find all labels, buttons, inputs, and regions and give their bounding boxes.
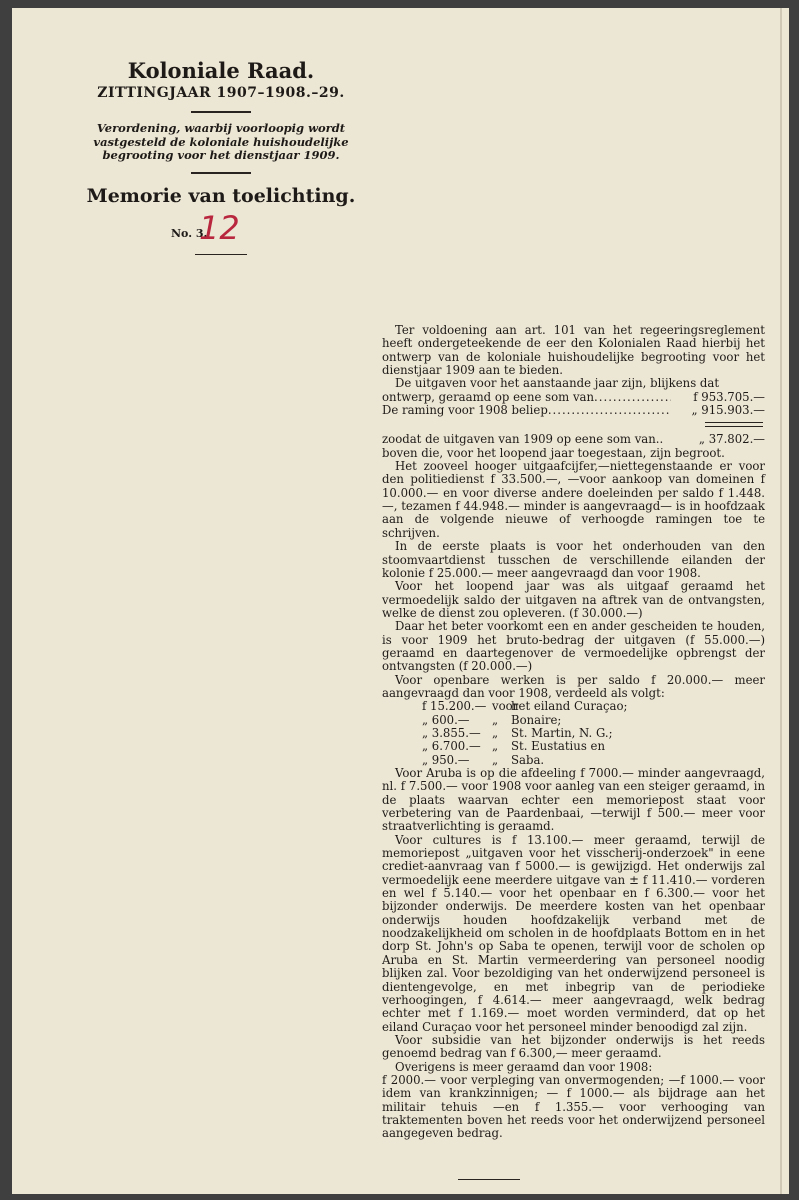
paragraph: Voor cultures is f 13.100.— meer geraamd, terwijl de memoriepost „uitgaven voor het visscherij-onderzoek" in eene crediet-aanvraag van f 5000.— is gewijzigd. Het onderwijs zal vermoedelijk eene meerdere uitgave van ± f 11.410.— vorderen en wel f 5.140.— voor het openbaar en f 6.300.— voor het bijzonder onderwijs. De meerdere kosten van het openbaar onderwijs houden hoofdzakelijk verband met de noodzakelijkheid om scholen in de hoofdplaats Bottom en in het dorp St. John's op Saba te openen, terwijl voor de scholen op Aruba en St. Martin vermeerdering van personeel noodig blijken zal. Voor bezoldiging van het onderwijzend personeel is dientengevolge, en met inbegrip van de periodieke verhoogingen, f 4.614.— meer aangevraagd, welk bedrag echter met f 1.169.— moet worden verminderd, dat op het eiland Curaçao voor het personeel minder benoodigd zal zijn. [382,832,765,1034]
amount-line: De raming voor 1908 beliep ..... „ 915.903.— [382,404,765,417]
page-fold [780,8,782,1194]
handwritten-number: 12 [199,208,240,247]
body-text [382,324,765,1141]
footer-rule [458,1179,520,1180]
paragraph: De uitgaven voor het aanstaande jaar zijn, blijkens dat [395,376,720,391]
works-table [422,700,765,767]
paragraph: Voor openbare werken is per saldo f 20.000.— meer aangevraagd dan voor 1908, verdeeld als volgt: [382,672,765,700]
amount-line: zoodat de uitgaven van 1909 op eene som van.. „ 37.802.— [382,432,765,447]
divider [191,172,251,174]
paragraph: boven die, voor het loopend jaar toegestaan, zijn begroot. [382,445,725,460]
paragraph: In de eerste plaats is voor het onderhouden van den stoomvaartdienst tusschen de verschillende eilanden der kolonie f 25.000.— meer aangevraagd dan voor 1908. [382,539,765,580]
table-row: „ 3.855.— „ St. Martin, N. G.; [422,725,613,740]
amount: „ 37.802.— [698,432,765,447]
paragraph: Het zooveel hooger uitgaafcijfer,—niettegenstaande er voor den politiedienst f 33.500.—, —voor aankoop van domeinen f 10.000.— en voor diverse andere doeleinden per saldo f 1.448.—, tezamen f 44.948.— minder is aangevraagd— is in hoofdzaak aan de volgende nieuwe of verhoogde ramingen toe te schrijven. [382,459,765,540]
table-row: „ 600.— „ Bonaire; [422,712,562,727]
amount: „ 915.903.— [691,403,765,418]
paragraph: f 2000.— voor verpleging van onvermogenden; —f 1000.— voor idem van krankzinnigen; — f 1000.— als bijdrage aan het militair tehuis —en f 1.355.— voor verhooging van traktementen boven het reeds voor het onderwijzend personeel aangegeven bedrag. [382,1072,765,1141]
amount-line: ontwerp, geraamd op eene som van ..... f 953.705.— [382,391,765,404]
number-label: No. 3. [171,226,208,240]
header-block [76,58,366,264]
sum-rule [705,422,763,423]
session-line: ZITTINGJAAR 1907–1908.–29. [97,85,345,101]
divider [191,111,251,113]
document-page [12,8,789,1194]
table-row: „ 950.— „ Saba. [422,752,545,767]
paragraph: Daar het beter voorkomt een en ander gescheiden te houden, is voor 1909 het bruto-bedrag der uitgaven (f 55.000.—) geraamd en daartegenover de vermoedelijke opbrengst der ontvangsten (f 20.000.—) [382,619,765,674]
paragraph: Voor Aruba is op die afdeeling f 7000.— minder aangevraagd, nl. f 7.500.— voor 1908 voor aanleg van een steiger geraamd, in de plaats waarvan echter een memoriepost staat voor verbetering van de Paardenbaai, —terwijl f 500.— meer voor straatverlichting is geraamd. [382,766,765,834]
paragraph: Overigens is meer geraamd dan voor 1908: [395,1059,653,1074]
table-row: f 15.200.— voor het eiland Curaçao; [422,699,628,714]
document-title: Koloniale Raad. [127,58,315,83]
paragraph: Voor subsidie van het bijzonder onderwijs is het reeds genoemd bedrag van f 6.300,— meer geraamd. [382,1032,765,1061]
divider [195,254,247,255]
amount: f 953.705.— [693,389,765,404]
ordinance-subtitle: Verordening, waarbij voorloopig wordt vastgesteld de koloniale huishoudelijke begrooting voor het dienstjaar 1909. [93,121,349,162]
paragraph: Ter voldoening aan art. 101 van het regeeringsreglement heeft ondergeteekende de eer den Kolonialen Raad hierbij het ontwerp van de koloniale huishoudelijke begrooting voor het dienstjaar 1909 aan te bieden. [382,323,765,378]
paragraph: Voor het loopend jaar was als uitgaaf geraamd het vermoedelijk saldo der uitgaven na aftrek van de ontvangsten, welke de dienst zou opleveren. (f 30.000.—) [382,579,765,620]
sum-rule [705,426,763,427]
memorie-heading: Memorie van toelichting. [86,184,356,207]
document-number [161,208,281,247]
table-row: „ 6.700.— „ St. Eustatius en [422,739,605,754]
